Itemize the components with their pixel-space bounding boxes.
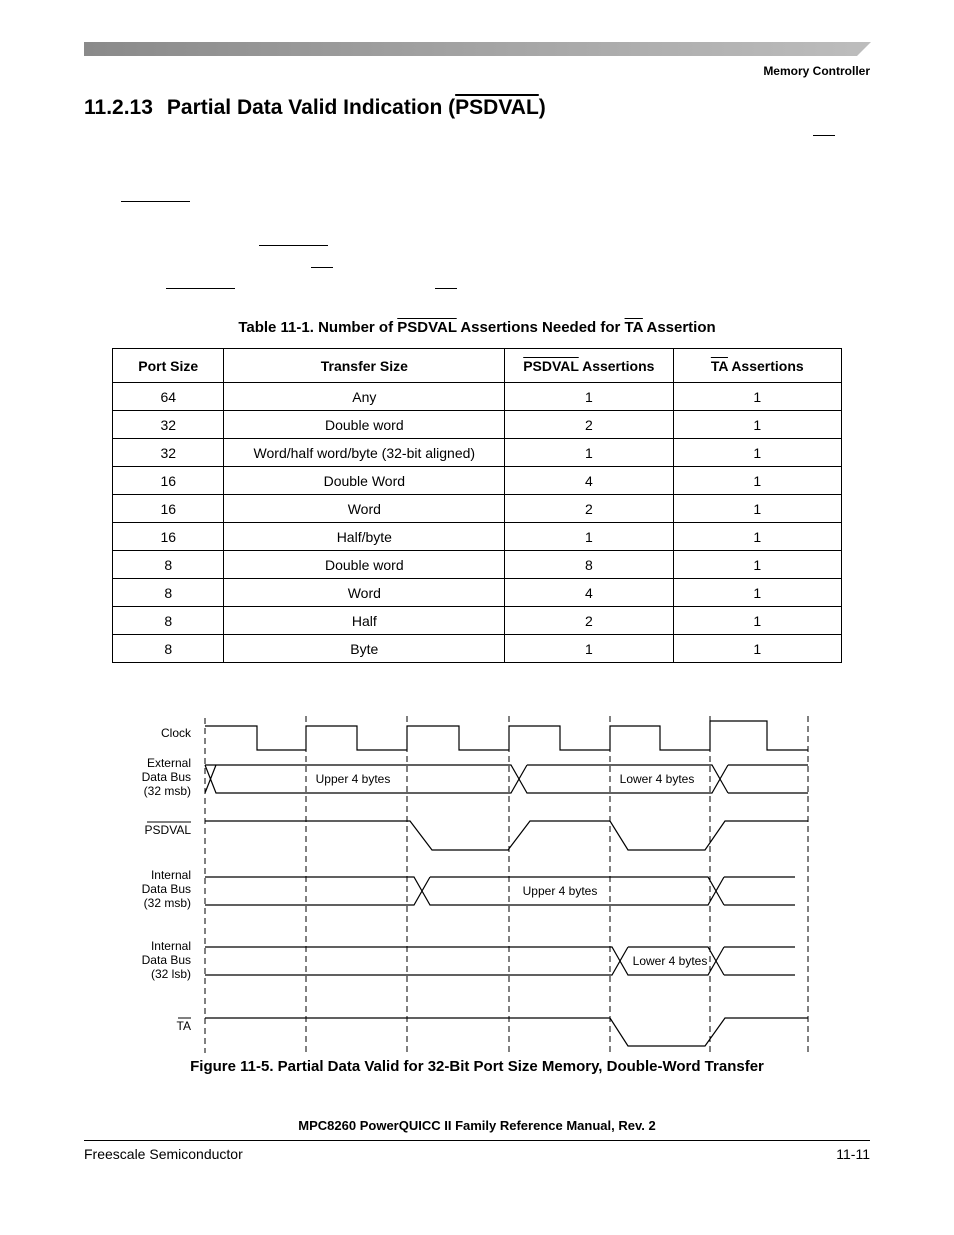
header-psdval-assertions (505, 349, 673, 383)
overline-fragment (311, 267, 333, 268)
table-caption-signal-ta: $\overline{TA}$ (624, 319, 643, 336)
transfer-size-cell: Double Word (224, 467, 505, 495)
port-size-cell: 8 (113, 607, 224, 635)
transfer-size-cell: Half/byte (224, 523, 505, 551)
running-head: Memory Controller (763, 64, 870, 78)
psdval-assertions-table (112, 348, 842, 663)
transfer-size-cell: Word/half word/byte (32-bit aligned) (224, 439, 505, 467)
table-row (113, 439, 842, 467)
psdval-count-cell: 1 (505, 635, 673, 663)
external-bus-waveform (205, 765, 808, 793)
psdval-count-cell: 1 (505, 439, 673, 467)
ext-bus-label-line1: External (146, 756, 191, 770)
port-size-cell: 8 (113, 551, 224, 579)
port-size-cell: 64 (113, 383, 224, 411)
clock-edge-guides (205, 716, 808, 1053)
ta-count-cell: 1 (673, 439, 841, 467)
ext-lower-label: Lower 4 bytes (619, 772, 695, 786)
ta-count-cell: 1 (673, 635, 841, 663)
ta-count-cell: 1 (673, 551, 841, 579)
overline-fragment (259, 245, 328, 246)
int-lsb-label-line2: Data Bus (141, 953, 191, 967)
transfer-size-cell: Any (224, 383, 505, 411)
overline-fragment (166, 288, 235, 289)
psdval-count-cell: 4 (505, 467, 673, 495)
internal-bus-msb-waveform (205, 877, 795, 905)
ta-label: TA (176, 1019, 191, 1033)
ta-count-cell: 1 (673, 495, 841, 523)
clock-label: Clock (160, 726, 191, 740)
psdval-count-cell: 2 (505, 495, 673, 523)
footer-divider (84, 1140, 870, 1141)
port-size-cell: 16 (113, 523, 224, 551)
table-caption-middle: Assertions Needed for (456, 319, 625, 336)
overline-fragment (435, 288, 457, 289)
psdval-count-cell: 2 (505, 607, 673, 635)
psdval-count-cell: 8 (505, 551, 673, 579)
int-msb-label-line2: Data Bus (141, 882, 191, 896)
psdval-count-cell: 1 (505, 383, 673, 411)
table-caption-prefix: Table 11-1. Number of (238, 319, 398, 336)
table-row (113, 635, 842, 663)
psdval-count-cell: 1 (505, 523, 673, 551)
int-lower-label: Lower 4 bytes (632, 954, 708, 968)
transfer-size-cell: Double word (224, 551, 505, 579)
section-title (84, 96, 546, 120)
header-ta-suffix: Assertions (727, 357, 804, 374)
table-row (113, 523, 842, 551)
transfer-size-cell: Half (224, 607, 505, 635)
psdval-count-cell: 2 (505, 411, 673, 439)
psdval-waveform (205, 821, 808, 850)
port-size-cell: 16 (113, 495, 224, 523)
footer-title: MPC8260 PowerQUICC II Family Reference Manual, Rev. 2 (298, 1118, 656, 1133)
header-psdval-suffix: Assertions (578, 357, 655, 374)
section-title-prefix: Partial Data Valid Indication ( (166, 96, 456, 119)
int-lsb-label-line1: Internal (150, 939, 191, 953)
int-upper-label: Upper 4 bytes (522, 884, 598, 898)
transfer-size-cell: Word (224, 495, 505, 523)
port-size-cell: 8 (113, 579, 224, 607)
clock-waveform (205, 721, 808, 750)
port-size-cell: 16 (113, 467, 224, 495)
transfer-size-cell: Word (224, 579, 505, 607)
table-row (113, 551, 842, 579)
table-caption-signal-psdval: PSDVAL (397, 319, 457, 336)
int-lsb-label-line3: (32 lsb) (150, 967, 191, 981)
transfer-size-cell: Byte (224, 635, 505, 663)
header-ta-signal: $\overline{TA}$ (710, 357, 728, 374)
header-ta-assertions (673, 349, 841, 383)
ext-bus-label-line3: (32 msb) (143, 784, 191, 798)
port-size-cell: 8 (113, 635, 224, 663)
table-row (113, 411, 842, 439)
int-msb-label-line1: Internal (150, 868, 191, 882)
overline-fragment (813, 135, 835, 136)
port-size-cell: 32 (113, 411, 224, 439)
ta-count-cell: 1 (673, 523, 841, 551)
header-psdval-signal: PSDVAL (523, 357, 579, 374)
ta-count-cell: 1 (673, 467, 841, 495)
table-caption-suffix: Assertion (642, 319, 716, 336)
header-bar (84, 42, 871, 56)
figure-caption: Figure 11-5. Partial Data Valid for 32-Bit Port Size Memory, Double-Word Transfer (190, 1058, 764, 1075)
footer-company: Freescale Semiconductor (84, 1146, 243, 1162)
timing-diagram (0, 700, 954, 1060)
table-row (113, 579, 842, 607)
table-caption (0, 319, 954, 336)
table-row (113, 607, 842, 635)
section-title-suffix: ) (538, 96, 546, 119)
ta-waveform (205, 1018, 808, 1046)
section-number: 11.2.13 (84, 96, 153, 119)
header-port-size: Port Size (113, 349, 224, 383)
int-msb-label-line3: (32 msb) (143, 896, 191, 910)
ta-count-cell: 1 (673, 607, 841, 635)
transfer-size-cell: Double word (224, 411, 505, 439)
table-row (113, 495, 842, 523)
ta-count-cell: 1 (673, 383, 841, 411)
psdval-count-cell: 4 (505, 579, 673, 607)
ext-bus-label-line2: Data Bus (141, 770, 191, 784)
table-header-row (113, 349, 842, 383)
header-transfer-size: Transfer Size (224, 349, 505, 383)
port-size-cell: 32 (113, 439, 224, 467)
ext-upper-label: Upper 4 bytes (315, 772, 391, 786)
ta-count-cell: 1 (673, 579, 841, 607)
table-row (113, 467, 842, 495)
psdval-label: PSDVAL (144, 823, 191, 837)
section-title-signal: PSDVAL (455, 96, 539, 119)
overline-fragment (121, 201, 190, 202)
page-number: 11-11 (836, 1146, 870, 1162)
table-row (113, 383, 842, 411)
ta-count-cell: 1 (673, 411, 841, 439)
